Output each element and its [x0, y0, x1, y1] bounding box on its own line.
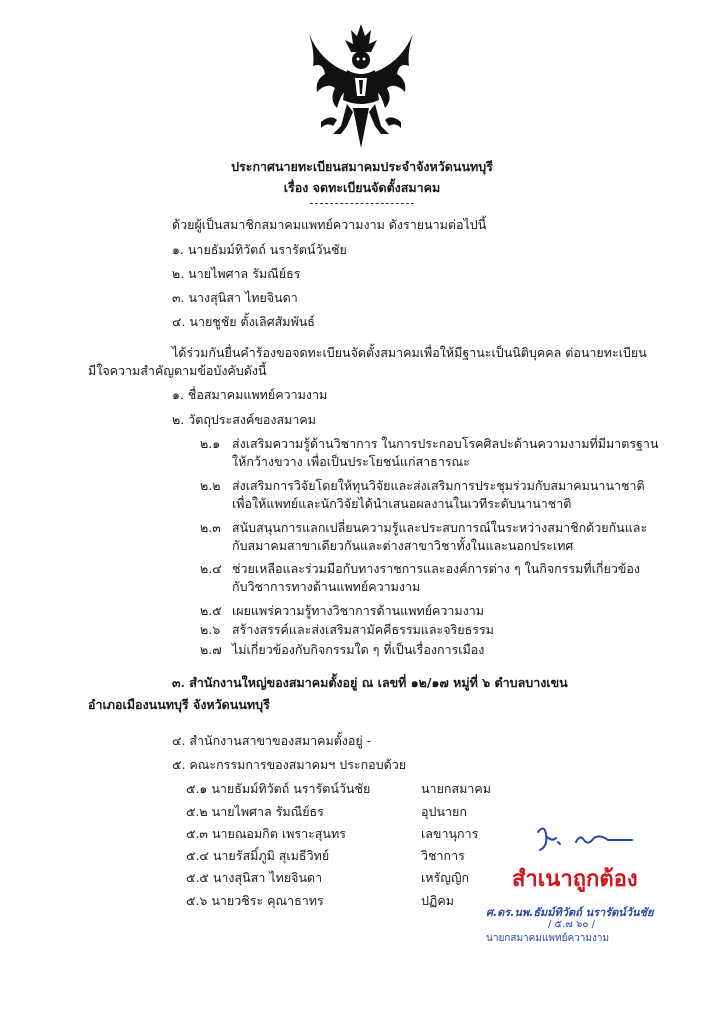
request-paragraph-line: ได้ร่วมกันยื่นคำร้องขอจดทะเบียนจัดตั้งสมาคมเพื่อให้มีฐานะเป็นนิติบุคคล ต่อนายทะเบียน [172, 345, 647, 360]
objective-text: เผยแพร่ความรู้ทางวิชาการด้านแพทย์ความงาม [232, 603, 485, 618]
objective-text: ช่วยเหลือและร่วมมือกับทางราชการและองค์การต่าง ๆ ในกิจกรรมที่เกี่ยวข้อง [232, 561, 641, 576]
intro-text: ด้วยผู้เป็นสมาชิกสมาคมแพทย์ความงาม ดังรายนามต่อไปนี้ [172, 217, 487, 232]
title-separator [310, 203, 414, 204]
objective-text: ส่งเสริมการวิจัยโดยให้ทุนวิจัยและส่งเสริมการประชุมร่วมกับสมาคมนานาชาติ [232, 478, 645, 493]
garuda-emblem-icon [307, 22, 415, 150]
objective-text: สร้างสรรค์และส่งเสริมสามัคคีธรรมและจริยธรรม [232, 622, 494, 637]
committee-member-name: ๕.๓ นายณอมกิต เพราะสุนทร [186, 826, 346, 841]
signer-date: / ๕.๗ ๖๐ / [548, 919, 595, 930]
objective-text: ส่งเสริมความรู้ด้านวิชาการ ในการประกอบโรคศิลปะด้านความงามที่มีมาตรฐาน [232, 436, 659, 451]
objective-number: ๒.๓ [200, 520, 221, 535]
applicant-item: ๑. นายธัมม์ทิวัตถ์ นรารัตน์วันชัย [172, 242, 347, 257]
committee-member-role: ปฏิคม [421, 893, 454, 908]
handwritten-signature-icon [528, 820, 638, 860]
branch-office: ๔. สำนักงานสาขาของสมาคมตั้งอยู่ - [172, 733, 371, 748]
committee-member-name: ๕.๑ นายธัมม์ทิวัตถ์ นรารัตน์วันชัย [186, 781, 371, 796]
signer-name: ศ.ดร.นพ.ธัมม์ทิวัตถ์ นรารัตน์วันชัย [486, 906, 654, 919]
objective-text: กับวิชาการทางด้านแพทย์ความงาม [232, 579, 421, 594]
applicant-item: ๔. นายชูชัย ตั้งเลิศสัมพันธ์ [172, 314, 315, 329]
committee-member-role: เหรัญญิก [421, 870, 470, 885]
objective-number: ๒.๔ [200, 561, 222, 576]
committee-heading: ๕. คณะกรรมการของสมาคมฯ ประกอบด้วย [172, 757, 407, 772]
signer-title: นายกสมาคมแพทย์ความงาม [486, 933, 610, 944]
objectives-heading: ๒. วัตถุประสงค์ของสมาคม [172, 412, 316, 427]
objective-number: ๒.๗ [200, 642, 222, 657]
committee-member-role: วิชาการ [421, 848, 465, 863]
objective-number: ๒.๖ [200, 622, 221, 637]
applicant-item: ๒. นายไพศาล รัมณีย์ธร [172, 266, 301, 281]
objective-text: ไม่เกี่ยวข้องกับกิจกรรมใด ๆ ที่เป็นเรื่องการเมือง [232, 642, 485, 657]
committee-member-name: ๕.๖ นายวชิระ คุณาธาทร [186, 893, 324, 908]
objective-text: สนับสนุนการแลกเปลี่ยนความรู้และประสบการณ์ในระหว่างสมาชิกด้วยกันและ [232, 520, 648, 535]
objective-number: ๒.๕ [200, 603, 222, 618]
objective-text: กับสมาคมสาขาเดียวกันและต่างสาขาวิชาทั้งในและนอกประเทศ [232, 538, 574, 553]
head-office-address: ๓. สำนักงานใหญ่ของสมาคมตั้งอยู่ ณ เลขที่ ๑๒/๑๗ หมู่ที่ ๖ ตำบลบางเขน [172, 675, 568, 690]
request-paragraph-line: มีใจความสำคัญตามข้อบังคับดังนี้ [88, 363, 267, 378]
announcement-title: ประกาศนายทะเบียนสมาคมประจำจังหวัดนนทบุรี [231, 159, 493, 174]
objective-number: ๒.๑ [200, 436, 221, 451]
committee-member-role: นายกสมาคม [421, 781, 491, 796]
objective-text: เพื่อให้แพทย์และนักวิจัยได้นำเสนอผลงานในเวทีระดับนานาชาติ [232, 496, 572, 511]
committee-member-role: เลขานุการ [421, 826, 479, 841]
objective-text: ให้กว้างขวาง เพื่อเป็นประโยชน์แก่สาธารณะ [232, 454, 470, 469]
head-office-address: อำเภอเมืองนนทบุรี จังหวัดนนทบุรี [88, 697, 270, 712]
certified-copy-stamp: สำเนาถูกต้อง [512, 867, 638, 892]
committee-member-name: ๕.๒ นายไพศาล รัมณีย์ธร [186, 804, 324, 819]
association-name: ๑. ชื่อสมาคมแพทย์ความงาม [172, 387, 328, 402]
announcement-subject: เรื่อง จดทะเบียนจัดตั้งสมาคม [283, 180, 441, 195]
committee-member-name: ๕.๕ นางสุนิสา ไทยจินดา [186, 870, 323, 885]
objective-number: ๒.๒ [200, 478, 221, 493]
committee-member-role: อุปนายก [421, 804, 467, 819]
applicant-item: ๓. นางสุนิสา ไทยจินดา [172, 290, 298, 305]
committee-member-name: ๕.๔ นายรัสมิ์ภูมิ สุเมธีวิทย์ [186, 848, 330, 863]
